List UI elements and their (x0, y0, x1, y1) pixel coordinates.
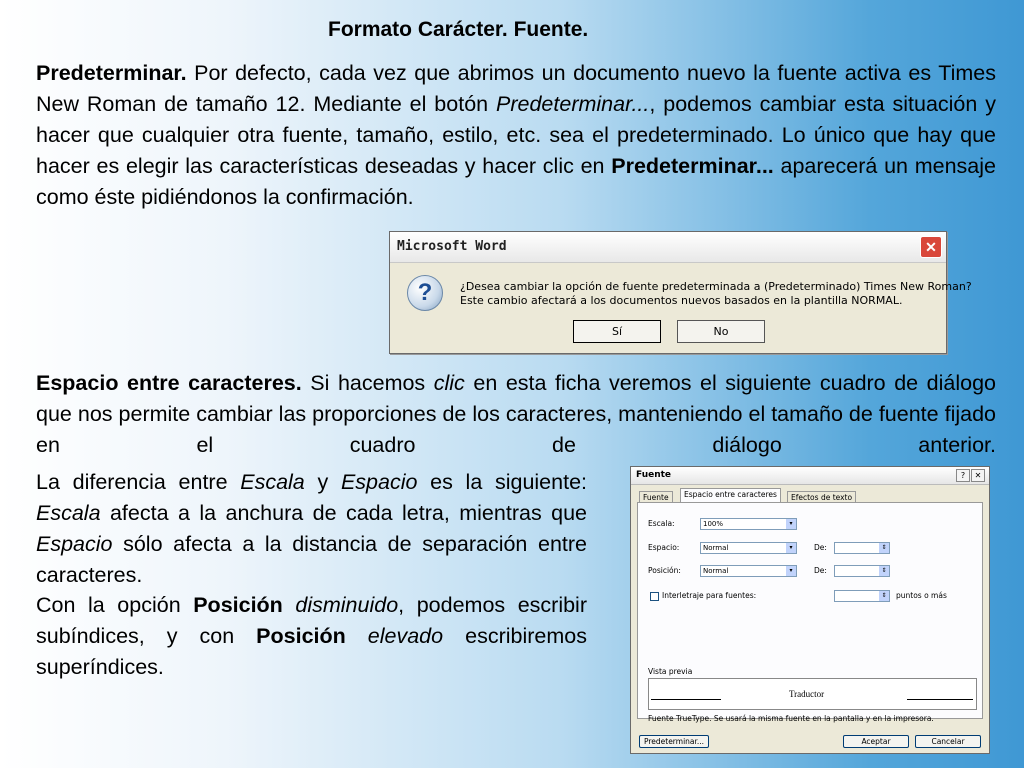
text-run: en esta ficha veremos el siguiente cuadro de diálogo que nos permite cambiar las proporciones de los caracteres, manteniendo el tamaño de fuente fijado en el cuadro de diálogo anterior. (36, 371, 997, 457)
escala-select[interactable] (700, 518, 797, 530)
chevron-down-icon[interactable]: ▾ (786, 543, 796, 553)
preview-text: Traductor (789, 689, 825, 699)
tab-fuente[interactable]: Fuente (639, 491, 673, 503)
italic-run: disminuido (295, 593, 399, 617)
bold-run: Posición (193, 593, 283, 617)
term-espacio: Espacio entre caracteres. (36, 371, 302, 395)
interletraje-input[interactable] (834, 590, 890, 602)
text-run: , podemos escribir subíndices, y con (36, 593, 587, 648)
text-run: Con la opción (36, 593, 194, 617)
cancelar-button[interactable]: Cancelar (915, 735, 981, 748)
tab-panel (637, 502, 983, 723)
close-icon[interactable]: ✕ (971, 469, 985, 482)
espacio-de-input[interactable] (834, 542, 890, 554)
confirm-message-line2: Este cambio afectará a los documentos nuevos basados en la plantilla NORMAL. (460, 294, 903, 307)
chevron-down-icon[interactable]: ▾ (786, 519, 796, 529)
text-run: La diferencia entre (36, 470, 241, 494)
spinner-icon[interactable]: ⇕ (879, 543, 889, 553)
text-run (283, 593, 296, 617)
paragraph-posicion (36, 590, 587, 683)
paragraph-espacio (36, 368, 996, 461)
text-run: y (304, 470, 341, 494)
confirm-dialog (389, 231, 972, 354)
aceptar-button[interactable]: Aceptar (843, 735, 909, 748)
font-dialog (630, 466, 990, 754)
posicion-de-input[interactable] (834, 565, 890, 577)
text-run (346, 624, 368, 648)
puntos-label: puntos o más (896, 591, 947, 600)
tab-efectos-de-texto[interactable]: Efectos de texto (787, 491, 856, 503)
vista-previa-label: Vista previa (648, 667, 693, 676)
predeterminar-button[interactable]: Predeterminar... (639, 735, 709, 748)
italic-run: Escala (36, 501, 101, 525)
confirm-message-line1: ¿Desea cambiar la opción de fuente predeterminada a (Predeterminado) Times New Roman? (460, 280, 972, 293)
bold-run: Posición (256, 624, 346, 648)
escala-label: Escala: (648, 519, 675, 528)
paragraph-predeterminar (36, 58, 996, 213)
posicion-value: Normal (703, 567, 729, 575)
posicion-label: Posición: (648, 566, 681, 575)
italic-run: elevado (367, 624, 444, 648)
text-run: , podemos cambiar esta situación y hacer que cualquier otra fuente, tamaño, estilo, etc. sea el predeterminado. Lo único que hay que hacer es elegir las características deseadas y hacer clic en (36, 92, 997, 178)
confirm-dialog-titlebar (390, 232, 946, 263)
text-run: Por defecto, cada vez que abrimos un documento nuevo la fuente activa es Times New Roman de tamaño 12. Mediante el botón (36, 61, 996, 116)
escala-value: 100% (703, 520, 724, 528)
font-dialog-titlebar (631, 467, 989, 485)
text-run: aparecerá un mensaje como éste pidiéndonos la confirmación. (36, 154, 996, 209)
text-run: escribiremos superíndices. (36, 624, 587, 679)
posicion-de-label: De: (814, 566, 827, 575)
help-icon[interactable]: ? (956, 469, 970, 482)
posicion-select[interactable] (700, 565, 797, 577)
italic-run: clic (433, 371, 465, 395)
chevron-down-icon[interactable]: ▾ (786, 566, 796, 576)
italic-run: Espacio (340, 470, 418, 494)
text-run: es la siguiente: (417, 470, 588, 494)
italic-run: Espacio (36, 532, 113, 556)
paragraph-diferencia (36, 467, 587, 591)
font-dialog-title: Fuente (636, 470, 672, 480)
confirm-dialog-title: Microsoft Word (397, 239, 507, 254)
interletraje-checkbox[interactable] (650, 592, 659, 601)
text-run: afecta a la anchura de cada letra, mientras que (100, 501, 587, 525)
espacio-value: Normal (703, 544, 729, 552)
espacio-select[interactable] (700, 542, 797, 554)
espacio-label: Espacio: (648, 543, 680, 552)
question-icon: ? (407, 275, 443, 311)
text-run: Si hacemos (301, 371, 434, 395)
preview-baseline-right (907, 699, 973, 700)
tab-espacio-entre-caracteres[interactable]: Espacio entre caracteres (680, 488, 781, 503)
italic-run: Escala (240, 470, 305, 494)
preview-baseline-left (651, 699, 721, 700)
font-info-text: Fuente TrueType. Se usará la misma fuente en la pantalla y en la impresora. (648, 714, 934, 723)
espacio-de-label: De: (814, 543, 827, 552)
italic-run: Predeterminar... (496, 92, 650, 116)
yes-button[interactable]: Sí (573, 320, 661, 343)
spinner-icon[interactable]: ⇕ (879, 566, 889, 576)
bold-run: Predeterminar... (611, 154, 774, 178)
interletraje-label: Interletraje para fuentes: (662, 591, 757, 600)
slide-title: Formato Carácter. Fuente. (328, 18, 589, 41)
spinner-icon[interactable]: ⇕ (879, 591, 889, 601)
preview-box (648, 678, 977, 710)
text-run: sólo afecta a la distancia de separación entre caracteres. (36, 532, 587, 587)
term-predeterminar: Predeterminar. (36, 61, 187, 85)
close-icon[interactable]: ✕ (920, 236, 942, 258)
no-button[interactable]: No (677, 320, 765, 343)
